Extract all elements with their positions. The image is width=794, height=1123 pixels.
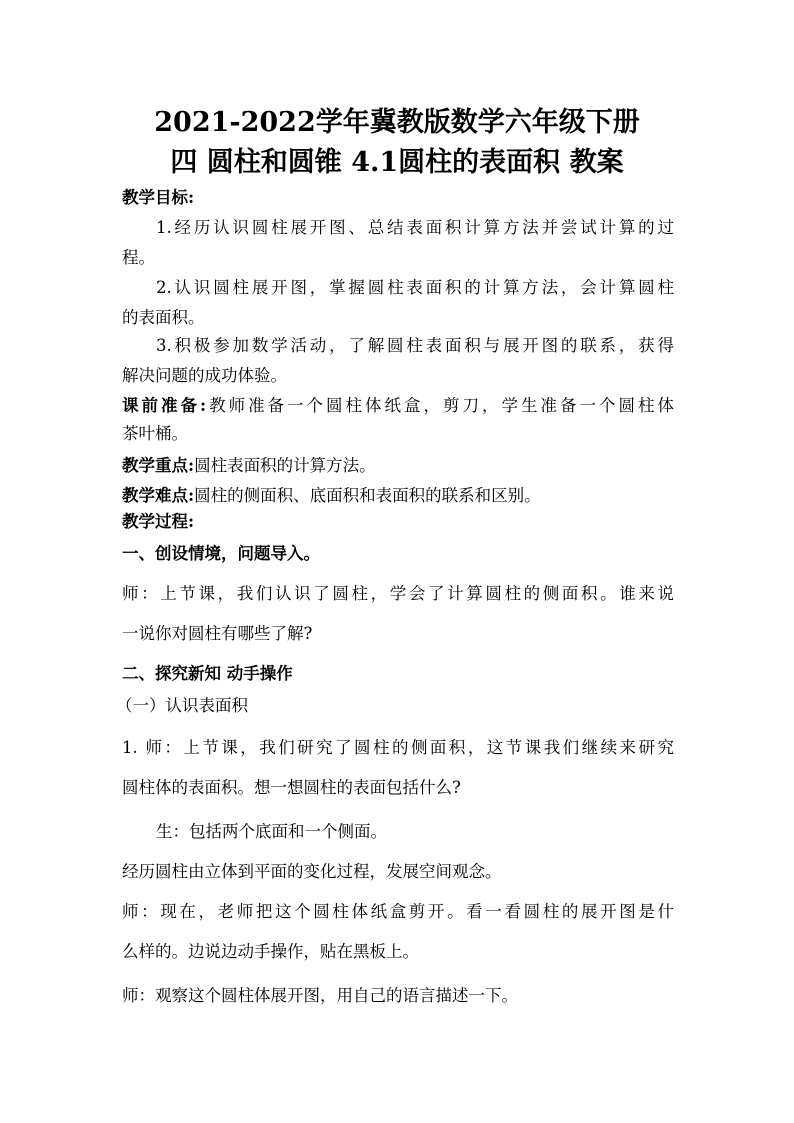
difficulty-text: 圆柱的侧面积、底面积和表面积的联系和区别。 — [194, 486, 541, 505]
goals-heading: 教学目标: — [122, 188, 195, 207]
key-point-text: 圆柱表面积的计算方法。 — [194, 456, 376, 475]
goal-1-line1: 1.经历认识圆柱展开图、总结表面积计算方法并尝试计算的过 — [156, 218, 674, 237]
prep-line1 — [122, 392, 674, 416]
section2-heading: 二、探究新知 动手操作 — [122, 664, 293, 683]
prep-line2: 茶叶桶。 — [122, 424, 188, 443]
section1-para-line2: 一说你对圆柱有哪些了解? — [122, 624, 313, 643]
document-title-line2: 四 圆柱和圆锥 4.1圆柱的表面积 教案 — [170, 147, 624, 178]
section2-para1-line1: 1. 师：上节课，我们研究了圆柱的侧面积，这节课我们继续来研究 — [122, 738, 674, 757]
document-title-line1: 2021-2022学年冀教版数学六年级下册 — [154, 107, 640, 138]
key-point — [122, 452, 376, 476]
section2-para4-line1: 师：现在，老师把这个圆柱体纸盒剪开。看一看圆柱的展开图是什 — [122, 902, 674, 921]
prep-label: 课前准备: — [122, 396, 207, 415]
goal-3-line2: 解决问题的成功体验。 — [122, 366, 287, 385]
process-heading: 教学过程: — [122, 512, 195, 531]
difficulty-point — [122, 482, 541, 506]
section2-para2: 生：包括两个底面和一个侧面。 — [156, 822, 387, 841]
section1-heading: 一、创设情境，问题导入。 — [122, 544, 320, 563]
section2-para4-line2: 么样的。边说边动手操作，贴在黑板上。 — [122, 942, 419, 961]
goal-2-line1: 2.认识圆柱展开图，掌握圆柱表面积的计算方法，会计算圆柱 — [156, 278, 674, 297]
goal-1-line2: 程。 — [122, 248, 155, 267]
section2-para3: 经历圆柱由立体到平面的变化过程，发展空间观念。 — [122, 862, 502, 881]
section2-para1-line2: 圆柱体的表面积。想一想圆柱的表面包括什么? — [122, 778, 461, 797]
section2-subheading: （一）认识表面积 — [116, 696, 248, 715]
difficulty-label: 教学难点: — [122, 486, 195, 505]
goal-3-line1: 3.积极参加数学活动，了解圆柱表面积与展开图的联系，获得 — [156, 336, 674, 355]
key-point-label: 教学重点: — [122, 456, 195, 475]
section1-para-line1: 师：上节课，我们认识了圆柱，学会了计算圆柱的侧面积。谁来说 — [122, 584, 674, 603]
prep-text: 教师准备一个圆柱体纸盒，剪刀，学生准备一个圆柱体 — [206, 396, 674, 415]
goal-2-line2: 的表面积。 — [122, 308, 205, 327]
section2-para5: 师：观察这个圆柱体展开图，用自己的语言描述一下。 — [122, 986, 518, 1005]
